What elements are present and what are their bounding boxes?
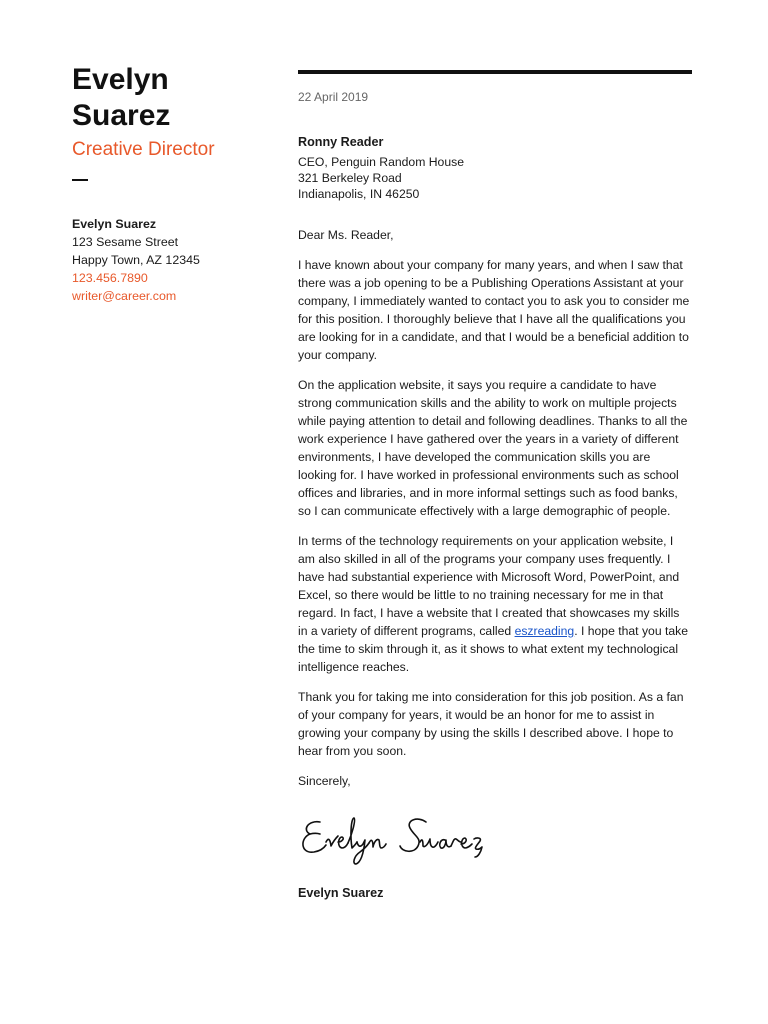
signature-graphic [298,802,538,872]
sender-street: 123 Sesame Street [72,235,179,249]
sender-last-name: Suarez [72,99,171,132]
sender-contact-name: Evelyn Suarez [72,217,157,231]
sender-name-heading [72,62,272,134]
recipient-street: 321 Berkeley Road [298,171,402,185]
website-link[interactable]: eszreading [514,624,575,638]
paragraph-3 [298,532,692,676]
paragraph-4: Thank you for taking me into consideration for this job position. As a fan of your company for years, it would be an honor for me to assist in growing your company by using the skills I described above. I hope to hear from you soon. [298,690,684,758]
recipient-city: Indianapolis, IN 46250 [298,187,420,201]
letter-date: 22 April 2019 [298,90,369,104]
salutation: Dear Ms. Reader, [298,228,394,242]
recipient-name: Ronny Reader [298,135,384,149]
handwritten-signature [298,802,692,872]
paragraph-2: On the application website, it says you require a candidate to have strong communication skills and the ability to work on multiple projects while paying attention to detail and following deadlines. Thanks to all the work experience I have gathered over the years in a variety of different environments, I have developed the communication skills you are looking for. I have worked in professional environments such as school offices and libraries, and in more informal settings such as food banks, so I can communicate effectively with a large demographic of people. [298,378,688,518]
paragraph-3-text-after: . I hope that you take the time to skim through it, as it shows to what extent my technological intelligence reaches. [298,624,689,674]
paragraph-3-text-before: In terms of the technology requirements on your application website, I am also skilled in all of the programs your company uses frequently. I have had substantial experience with Microsoft Word, PowerPoint, and Excel, so there would be little to no training necessary for me in that regard. In fact, I have a website that I created that showcases my skills in a variety of different programs, called [298,534,680,638]
sender-email: writer@career.com [72,289,177,303]
sender-phone: 123.456.7890 [72,271,148,285]
sender-city: Happy Town, AZ 12345 [72,253,200,267]
sender-column [72,62,272,305]
recipient-block [298,134,692,202]
sender-first-name: Evelyn [72,63,169,96]
paragraph-1: I have known about your company for many years, and when I saw that there was a job opening to be a Publishing Operations Assistant at your company, I immediately wanted to contact you to ask you to consider me for this position. I thoroughly believe that I have all the qualifications you are looking for in a candidate, and that I would be a beneficial addition to your company. [298,258,690,362]
letter-column [298,70,692,900]
sender-title: Creative Director [72,139,215,160]
sender-contact-block [72,215,272,305]
title-divider [72,179,88,181]
header-rule [298,70,692,74]
signer-name: Evelyn Suarez [298,886,384,900]
recipient-title: CEO, Penguin Random House [298,155,464,169]
closing: Sincerely, [298,774,351,788]
